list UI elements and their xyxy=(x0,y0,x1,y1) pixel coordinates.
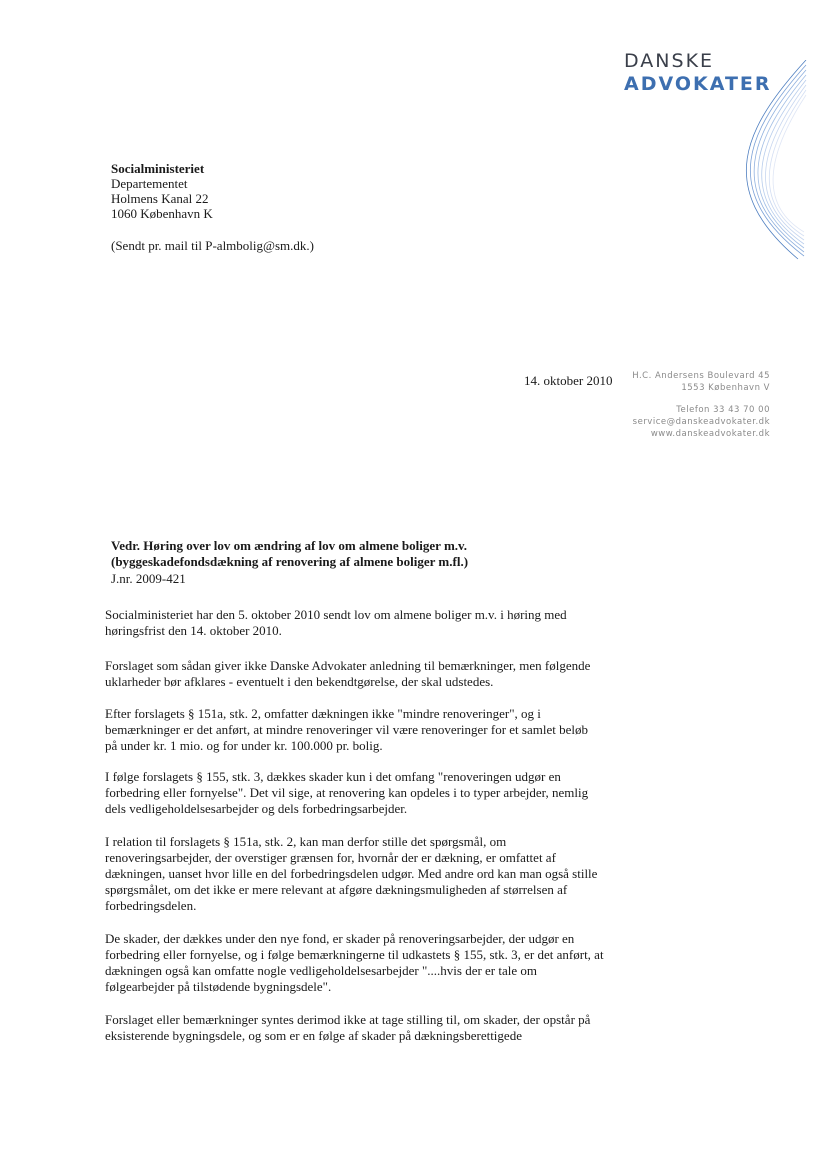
letter-date: 14. oktober 2010 xyxy=(524,373,613,388)
paragraph-line: høringsfrist den 14. oktober 2010. xyxy=(105,623,282,638)
paragraph-line: dækningen, uanset hvor lille en del forbedringsdelen udgør. Med andre ord kan man også stille xyxy=(105,866,598,881)
body-paragraph-4 xyxy=(105,769,615,817)
recipient-street: Holmens Kanal 22 xyxy=(111,191,209,206)
recipient-department: Departementet xyxy=(111,176,188,191)
logo-text-advokater: ADVOKATER xyxy=(624,73,772,95)
paragraph-line: eksisterende bygningsdele, og som er en følge af skader på dækningsberettigede xyxy=(105,1028,522,1043)
body-paragraph-5 xyxy=(105,834,615,914)
logo-swoosh-graphic xyxy=(728,60,808,260)
paragraph-line: forbedringsdelen. xyxy=(105,898,197,913)
recipient-city: 1060 København K xyxy=(111,206,213,221)
paragraph-line: spørgsmålet, om det ikke er mere relevant at afgøre dækningsmuligheden af størrelsen af xyxy=(105,882,568,897)
paragraph-line: Forslaget eller bemærkninger syntes derimod ikke at tage stilling til, om skader, der opstår på xyxy=(105,1012,591,1027)
paragraph-line: bemærkninger er det anført, at mindre renoveringer vil være renoveringer for et samlet beløb xyxy=(105,722,588,737)
body-paragraph-3 xyxy=(105,706,615,754)
sender-address-line2: 1553 København V xyxy=(681,383,770,393)
paragraph-line: Efter forslagets § 151a, stk. 2, omfatter dækningen ikke "mindre renoveringer", og i xyxy=(105,706,541,721)
subject-line2: (byggeskadefondsdækning af renovering af almene boliger m.fl.) xyxy=(111,554,469,569)
subject-line1: Vedr. Høring over lov om ændring af lov om almene boliger m.v. xyxy=(111,538,468,553)
paragraph-line: I følge forslagets § 155, stk. 3, dækkes skader kun i det omfang "renoveringen udgør en xyxy=(105,769,561,784)
journal-number: J.nr. 2009-421 xyxy=(111,571,186,586)
paragraph-line: De skader, der dækkes under den nye fond, er skader på renoveringsarbejder, der udgør en xyxy=(105,931,575,946)
body-paragraph-1 xyxy=(105,607,615,639)
paragraph-line: forbedring eller fornyelse, og i følge bemærkningerne til udkastets § 155, stk. 3, er det anført, at xyxy=(105,947,604,962)
paragraph-line: uklarheder bør afklares - eventuelt i den bekendtgørelse, der skal udstedes. xyxy=(105,674,494,689)
paragraph-line: Socialministeriet har den 5. oktober 2010 sendt lov om almene boliger m.v. i høring med xyxy=(105,607,567,622)
recipient-name: Socialministeriet xyxy=(111,161,205,176)
paragraph-line: Forslaget som sådan giver ikke Danske Advokater anledning til bemærkninger, men følgende xyxy=(105,658,591,673)
sender-website: www.danskeadvokater.dk xyxy=(650,429,770,439)
sender-phone: Telefon 33 43 70 00 xyxy=(676,405,770,415)
body-paragraph-6 xyxy=(105,931,615,995)
sender-email: service@danskeadvokater.dk xyxy=(632,417,770,427)
subject-heading xyxy=(111,538,468,570)
paragraph-line: på under kr. 1 mio. og for under kr. 100.000 pr. bolig. xyxy=(105,738,383,753)
paragraph-line: I relation til forslagets § 151a, stk. 2, kan man derfor stille det spørgsmål, om xyxy=(105,834,507,849)
body-paragraph-2 xyxy=(105,658,615,690)
sender-address-line1: H.C. Andersens Boulevard 45 xyxy=(632,371,770,381)
body-paragraph-7 xyxy=(105,1012,615,1044)
paragraph-line: forbedring eller fornyelse". Det vil sige, at renovering kan opdeles i to typer arbejder, nemlig xyxy=(105,785,589,800)
paragraph-line: renoveringsarbejder, der overstiger grænsen for, hvornår der er dækning, er omfattet af xyxy=(105,850,556,865)
paragraph-line: dækningen også kan omfatte nogle vedligeholdelsesarbejder "....hvis der er tale om xyxy=(105,963,538,978)
recipient-address xyxy=(111,161,213,221)
paragraph-line: følgearbejder på tilstødende bygningsdele". xyxy=(105,979,332,994)
sent-by-mail-note: (Sendt pr. mail til P-almbolig@sm.dk.) xyxy=(111,238,314,253)
sender-contact-block xyxy=(632,370,770,440)
paragraph-line: dels vedligeholdelsesarbejder og dels forbedringsarbejder. xyxy=(105,801,408,816)
logo-text-danske: DANSKE xyxy=(624,50,715,72)
